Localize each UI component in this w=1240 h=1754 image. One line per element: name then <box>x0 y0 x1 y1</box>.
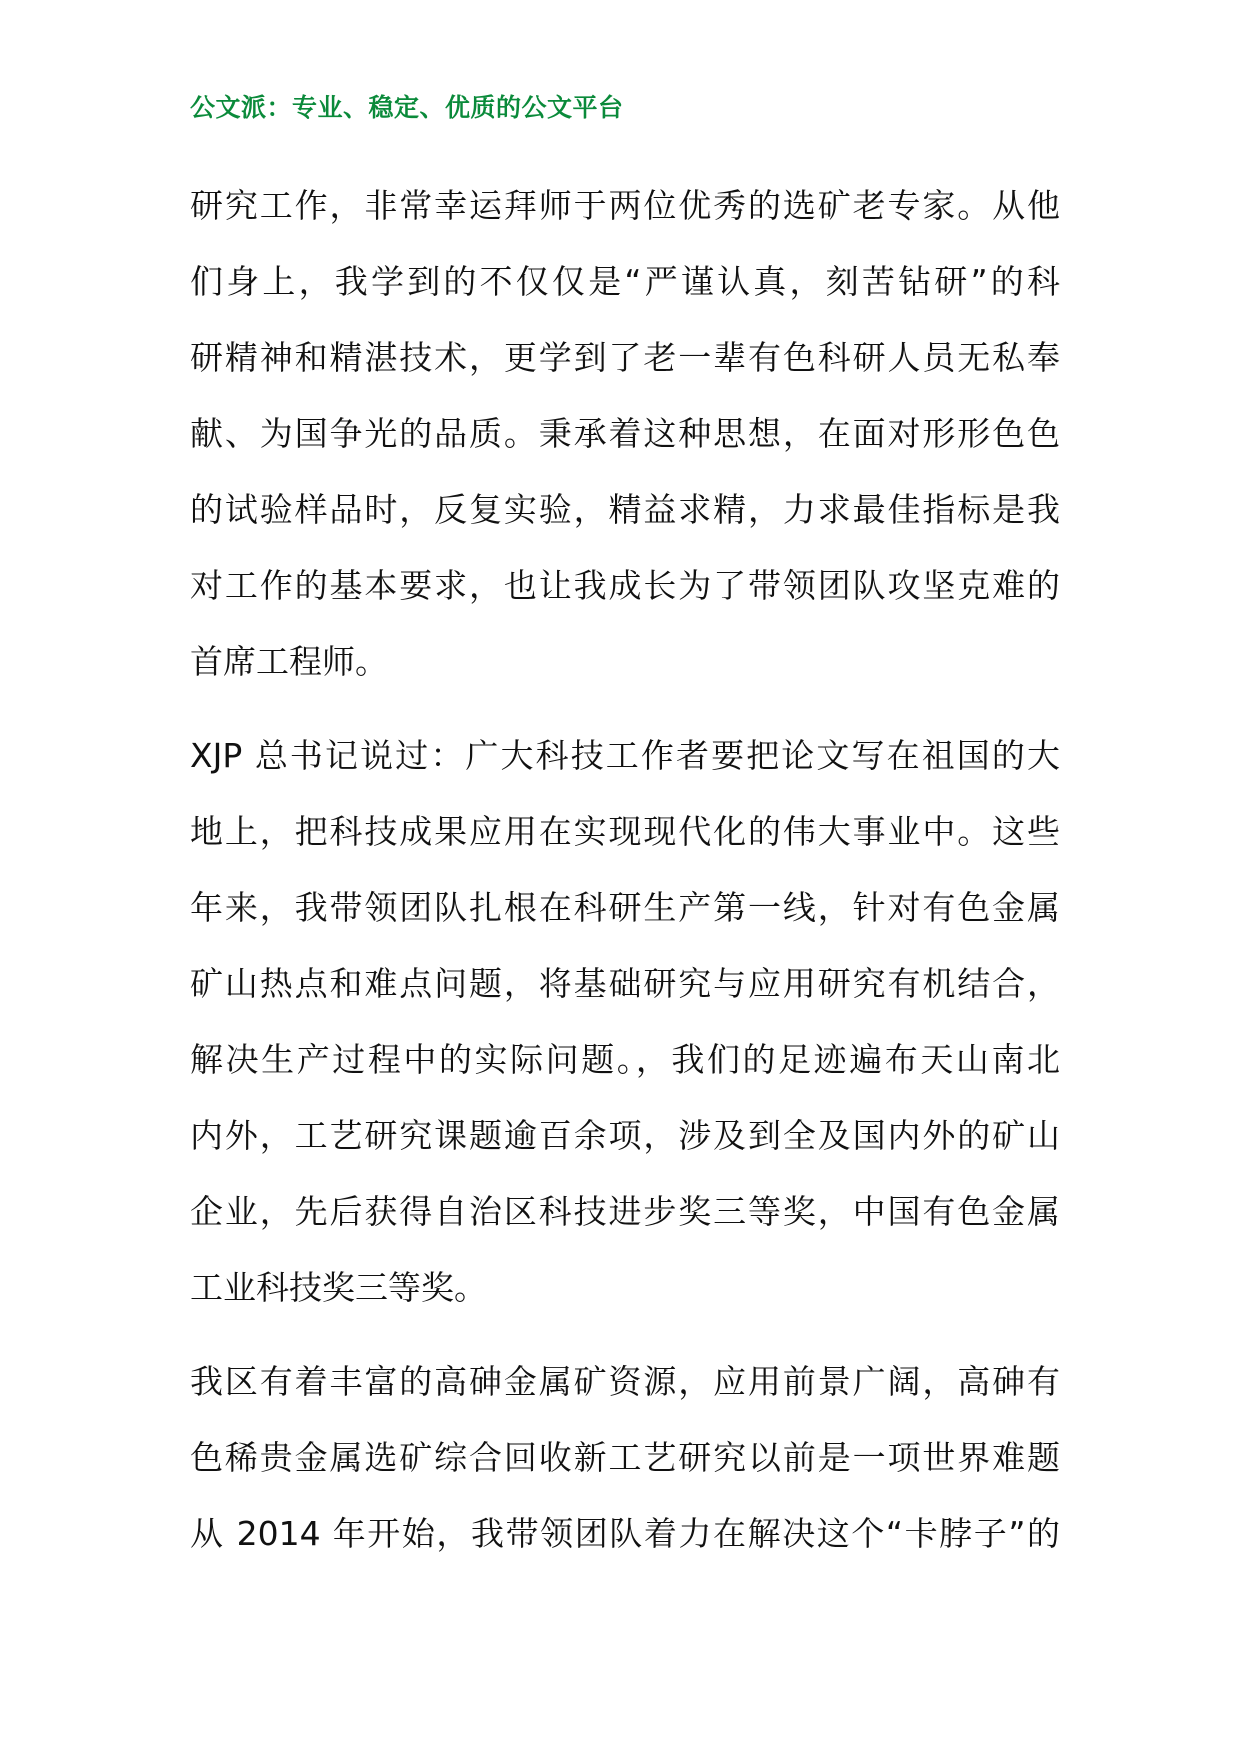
text-line: 献、为国争光的品质。秉承着这种思想，在面对形形色色 <box>190 414 1060 453</box>
text-line: 从 2014 年开始，我带领团队着力在解决这个“卡脖子”的 <box>190 1514 1060 1553</box>
text-line: 首席工程师。 <box>190 642 388 681</box>
text-line: 对工作的基本要求，也让我成长为了带领团队攻坚克难的 <box>190 566 1060 605</box>
text-line: 年来，我带领团队扎根在科研生产第一线，针对有色金属 <box>190 888 1060 927</box>
text-line: 研精神和精湛技术，更学到了老一辈有色科研人员无私奉 <box>190 338 1060 377</box>
text-line: 企业，先后获得自治区科技进步奖三等奖，中国有色金属 <box>190 1192 1060 1231</box>
text-line: 内外，工艺研究课题逾百余项，涉及到全及国内外的矿山 <box>190 1116 1060 1155</box>
text-line: 研究工作，非常幸运拜师于两位优秀的选矿老专家。从他 <box>190 186 1060 225</box>
paragraph-1 <box>190 168 1060 700</box>
page-header: 公文派：专业、稳定、优质的公文平台 <box>190 93 624 122</box>
text-line: 色稀贵金属选矿综合回收新工艺研究以前是一项世界难题 <box>190 1438 1060 1477</box>
text-line: 工业科技奖三等奖。 <box>190 1268 487 1307</box>
text-line: 们身上，我学到的不仅仅是“严谨认真，刻苦钻研”的科 <box>190 262 1060 301</box>
paragraph-2 <box>190 718 1060 1326</box>
text-line: 的试验样品时，反复实验，精益求精，力求最佳指标是我 <box>190 490 1060 529</box>
document-body <box>190 168 1060 1572</box>
paragraph-spacer <box>190 1326 1060 1344</box>
text-line: 矿山热点和难点问题，将基础研究与应用研究有机结合， <box>190 964 1060 1003</box>
text-line: 地上，把科技成果应用在实现现代化的伟大事业中。这些 <box>190 812 1060 851</box>
text-line: 解决生产过程中的实际问题。，我们的足迹遍布天山南北 <box>190 1040 1060 1079</box>
text-line: XJP 总书记说过：广大科技工作者要把论文写在祖国的大 <box>190 736 1060 775</box>
paragraph-3 <box>190 1344 1060 1572</box>
paragraph-spacer <box>190 700 1060 718</box>
text-line: 我区有着丰富的高砷金属矿资源，应用前景广阔，高砷有 <box>190 1362 1060 1401</box>
